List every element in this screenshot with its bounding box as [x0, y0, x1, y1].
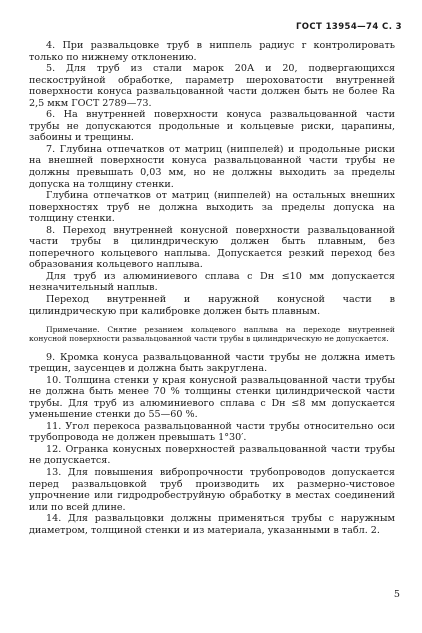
paragraph-12: 12. Огранка конусных поверхностей развальцованной части трубы не допускается.	[29, 443, 395, 467]
paragraph-8-calibration: Переход внутренней и наружной конусной части в цилиндрическую при калибровке должен быть плавным.	[29, 294, 395, 317]
running-header: ГОСТ 13954—74 С. 3	[295, 22, 402, 32]
paragraph-10: 10. Толщина стенки у края конусной развальцованной части трубы не должна быть менее 70 % толщины стенки цилиндрической части трубы. Для труб из алюминиевого сплава с Dн ≤8 мм допускается уменьшение стенки до 55—60 %.	[29, 374, 395, 421]
page-number: 5	[393, 589, 400, 600]
paragraph-6: 6. На внутренней поверхности конуса развальцованной части трубы не допускаются продольные и кольцевые риски, царапины, забоины и трещины.	[29, 109, 395, 144]
paragraph-5: 5. Для труб из стали марок 20А и 20, подвергающихся пескоструйной обработке, параметр шероховатости внутренней поверхности конуса развальцованной части должен быть не более Ra 2,5 мкм ГОСТ 2789—73.	[29, 63, 395, 109]
document-body	[29, 40, 395, 536]
paragraph-11: 11. Угол перекоса развальцованной части трубы относительно оси трубопровода не должен превышать 1°30′.	[29, 420, 395, 444]
paragraph-7-continuation: Глубина отпечатков от матриц (ниппелей) на остальных внешних поверхностях труб не должна выходить за пределы допуска на толщину стенки.	[29, 190, 395, 225]
note: Примечание. Снятие резанием кольцевого наплыва на переходе внутренней конусной поверхности развальцованной части трубы в цилиндрическую не допускается.	[29, 325, 395, 344]
paragraph-9: 9. Кромка конуса развальцованной части трубы не должна иметь трещин, заусенцев и должна быть закруглена.	[29, 351, 395, 375]
paragraph-8: 8. Переход внутренней конусной поверхности развальцованной части трубы в цилиндрическую должен быть плавным, без поперечного кольцевого наплыва. Допускается резкий переход без образования кольцевого наплыва.	[29, 224, 395, 271]
paragraph-14: 14. Для развальцовки должны применяться трубы с наружным диаметром, толщиной стенки и из материала, указанными в табл. 2.	[29, 513, 395, 536]
paragraph-7: 7. Глубина отпечатков от матриц (ниппелей) и продольные риски на внешней поверхности конуса развальцованной части трубы не должны превышать 0,03 мм, но не должны выходить за пределы допуска на толщину стенки.	[29, 143, 395, 190]
paragraph-8-aluminium: Для труб из алюминиевого сплава с Dн ≤10 мм допускается незначительный наплыв.	[29, 270, 395, 294]
paragraph-4: 4. При развальцовке труб в ниппель радиус r контролировать только по нижнему отклонению.	[29, 40, 395, 63]
paragraph-13: 13. Для повышения вибропрочности трубопроводов допускается перед развальцовкой труб производить их размерно-чистовое упрочнение или гидродробеструйную обработку в местах соединений или по всей длине.	[29, 467, 395, 513]
